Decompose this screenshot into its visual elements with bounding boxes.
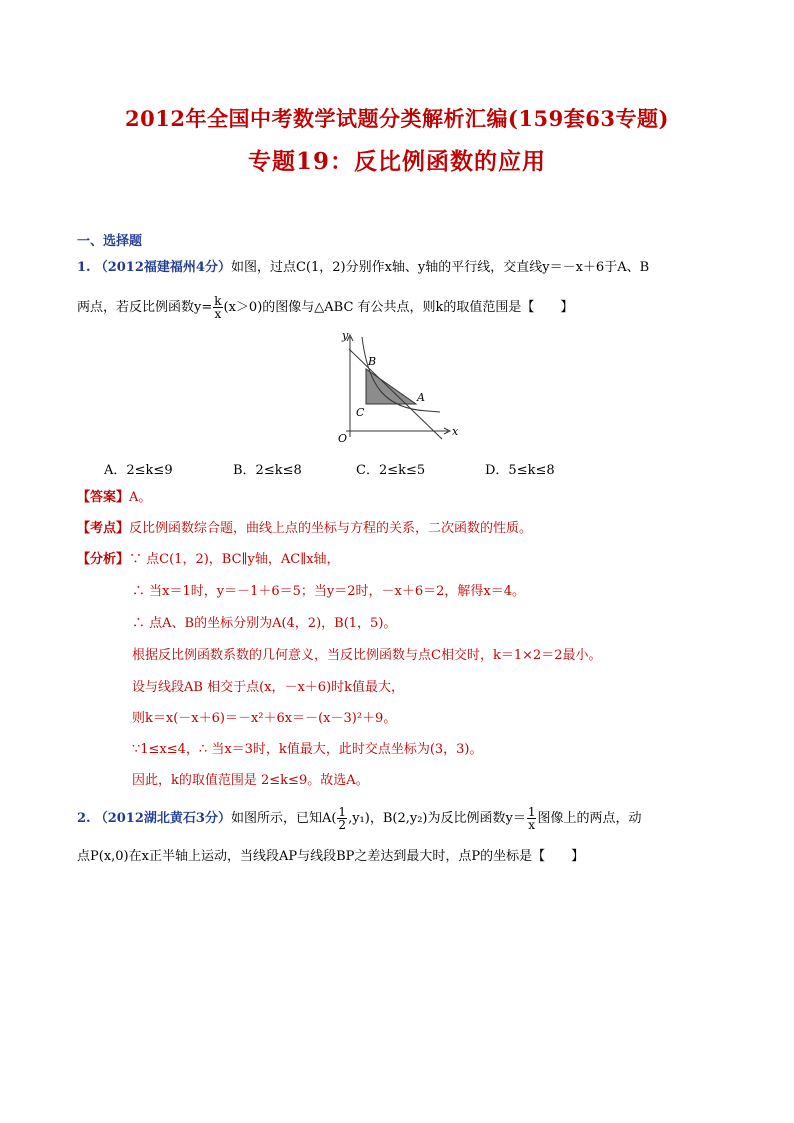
triangle-abc (366, 369, 416, 404)
fenxi-text-1: ∵ 点C(1，2)，BC∥y轴，AC∥x轴， (129, 552, 340, 567)
line-ab (349, 349, 442, 439)
answer-tag: 【答案】 (77, 490, 130, 505)
q1-kaodian-line (77, 520, 532, 538)
fenxi-text-2: ∴ 当x＝1时，y＝－1＋6＝5；当y＝2时，－x＋6＝2，解得x＝4。 (132, 584, 525, 599)
q1-text-1: 如图，过点C(1，2)分别作x轴、y轴的平行线，交直线y＝－x＋6于A、B (230, 260, 650, 275)
label-a: A (417, 391, 425, 404)
fenxi-tag: 【分析】 (77, 552, 130, 567)
document-title: 2012年全国中考数学试题分类解析汇编(159套63专题) (125, 106, 669, 131)
q2-fraction-2 (527, 806, 537, 831)
fenxi-text-6: 则k＝x(－x＋6)＝－x²＋6x＝－(x－3)²＋9。 (132, 711, 397, 726)
q2-source: （2012湖北黄石3分） (94, 811, 231, 826)
q1-frac-den: x (214, 307, 222, 321)
kaodian-tag: 【考点】 (77, 521, 130, 536)
q1-line-1 (77, 259, 649, 277)
fenxi-text-4: 根据反比例函数系数的几何意义，当反比例函数与点C相交时，k＝1×2＝2最小。 (132, 648, 602, 663)
q1-fraction (213, 295, 222, 320)
q1-answer-line (77, 489, 151, 507)
document-subtitle: 专题19：反比例函数的应用 (247, 148, 546, 175)
label-c: C (356, 406, 365, 419)
fenxi-text-8: 因此，k的取值范围是 2≤k≤9。故选A。 (132, 773, 369, 788)
fenxi-text-3: ∴ 点A、B的坐标分别为A(4，2)，B(1，5)。 (132, 616, 397, 631)
q2-frac2-num: 1 (527, 805, 536, 819)
q2-text-2: ,y₁)，B(2,y₂)为反比例函数y＝ (348, 811, 526, 826)
q1-fenxi-line-1 (77, 551, 340, 569)
q2-number: 2. (77, 811, 91, 826)
q1-option-a: A．2≤k≤9 (104, 463, 173, 478)
kaodian-text: 反比例函数综合题，曲线上点的坐标与方程的关系，二次函数的性质。 (129, 521, 533, 536)
q1-number: 1. (77, 260, 91, 275)
q1-line-2 (77, 295, 573, 320)
label-b: B (368, 355, 377, 368)
label-x: x (452, 425, 459, 438)
q1-frac-num: k (214, 294, 222, 308)
q2-frac1-den: 2 (338, 818, 347, 832)
q1-text-2b: (x＞0)的图像与△ABC 有公共点，则k的取值范围是【 】 (223, 300, 574, 315)
q1-option-c: C．2≤k≤5 (356, 463, 426, 478)
q2-line-2: 点P(x,0)在x正半轴上运动，当线段AP与线段BP之差达到最大时，点P的坐标是【 】 (77, 849, 585, 864)
q1-source: （2012福建福州4分） (94, 260, 231, 275)
label-o: O (338, 432, 348, 445)
q2-text-3: 图像上的两点，动 (537, 811, 642, 826)
q1-figure (328, 325, 468, 445)
q2-line-1 (77, 806, 641, 831)
fenxi-text-5: 设与线段AB 相交于点(x，－x＋6)时k值最大， (132, 680, 405, 695)
answer-text: A。 (129, 490, 152, 505)
fenxi-text-7: ∵1≤x≤4，∴ 当x＝3时，k值最大，此时交点坐标为(3，3)。 (132, 742, 483, 757)
q1-option-d: D．5≤k≤8 (485, 463, 555, 478)
label-y: y (342, 329, 349, 342)
q1-text-2a: 两点，若反比例函数y= (77, 300, 213, 315)
q2-frac1-num: 1 (338, 805, 347, 819)
q1-option-b: B．2≤k≤8 (233, 463, 302, 478)
q2-fraction-1 (337, 806, 347, 831)
section-heading: 一、选择题 (77, 234, 143, 249)
q2-frac2-den: x (528, 818, 536, 832)
q2-text-1: 如图所示，已知A( (230, 811, 337, 826)
